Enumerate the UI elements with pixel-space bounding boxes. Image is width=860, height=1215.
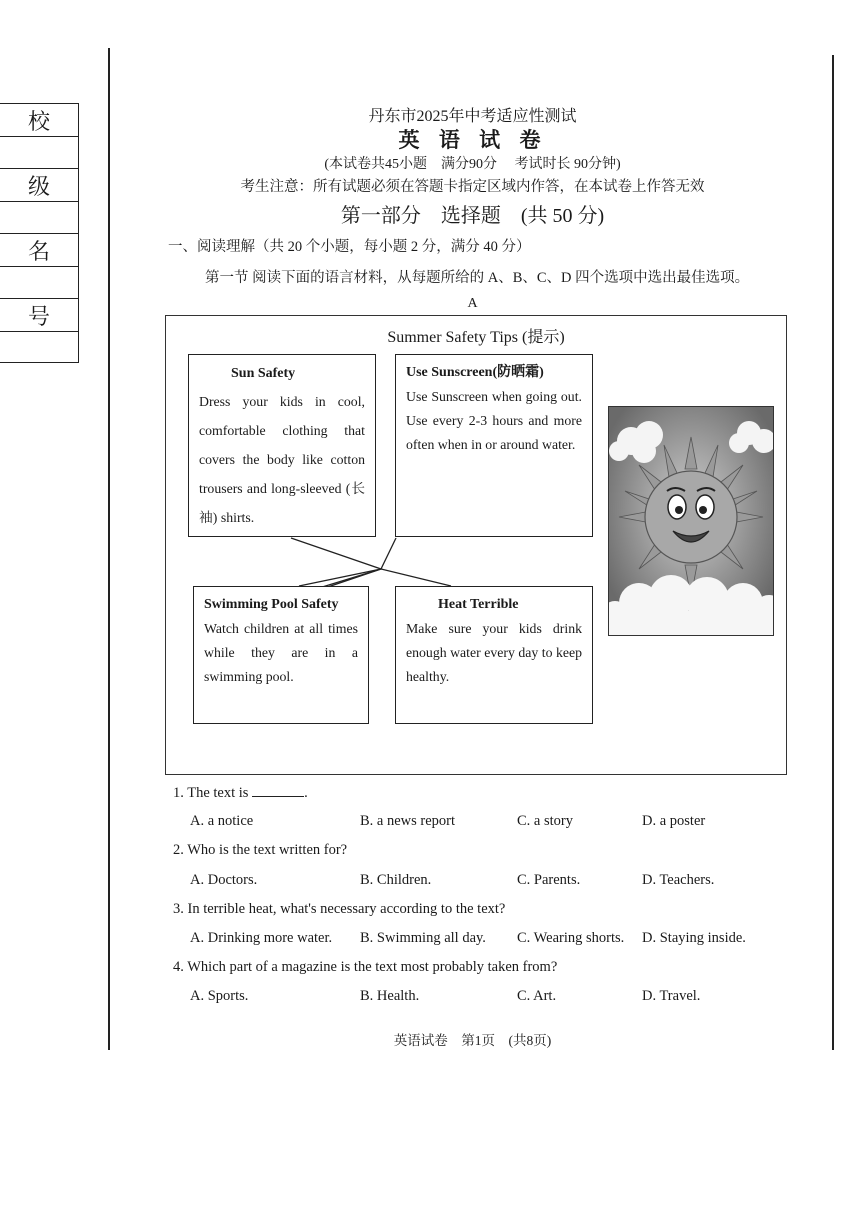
- strip-number: 号: [0, 299, 78, 332]
- exam-notice: 考生注意：所有试题必须在答题卡指定区域内作答，在本试卷上作答无效: [240, 179, 705, 195]
- tip-heading: Sun Safety: [231, 366, 296, 381]
- q2-option-b: B. Children.: [360, 872, 432, 888]
- poster-frame: [165, 315, 787, 775]
- tip-heading: Use Sunscreen(防晒霜): [406, 365, 544, 380]
- q3-option-a: A. Drinking more water.: [190, 930, 333, 946]
- passage-label: A: [467, 296, 478, 311]
- tip-body: Watch children at all times while they are in a swimming pool.: [204, 621, 358, 684]
- tip-heading: Heat Terrible: [438, 597, 519, 612]
- smiling-sun-icon: [608, 406, 774, 636]
- strip-gap: [0, 137, 78, 169]
- strip-name: 名: [0, 234, 78, 267]
- question-4-stem: 4. Which part of a magazine is the text most probably taken from?: [173, 959, 558, 975]
- q4-option-d: D. Travel.: [642, 988, 701, 1004]
- answer-blank: [252, 784, 304, 797]
- q2-option-a: A. Doctors.: [190, 872, 258, 888]
- tip-heading: Swimming Pool Safety: [204, 597, 339, 612]
- section-heading: 一、阅读理解（共 20 个小题，每小题 2 分，满分 40 分）: [168, 239, 531, 255]
- q1-option-b: B. a news report: [360, 813, 456, 829]
- tip-body: Use Sunscreen when going out. Use every 2-3 hours and more often when in or around water.: [406, 389, 582, 452]
- part-heading: 第一部分 选择题 (共 50 分): [340, 205, 605, 227]
- exam-city-title: 丹东市2025年中考适应性测试: [368, 108, 577, 125]
- tip-box-heat: [395, 586, 593, 724]
- q2-option-d: D. Teachers.: [642, 872, 715, 888]
- tip-box-sun-safety: [188, 354, 376, 537]
- question-stem-end: .: [304, 785, 308, 801]
- exam-subject-title: 英 语 试 卷: [398, 128, 547, 152]
- q3-option-c: C. Wearing shorts.: [517, 930, 625, 946]
- poster-title: Summer Safety Tips (提示): [387, 329, 565, 346]
- tip-body: Dress your kids in cool, comfortable clothing that covers the body like cotton trousers and long-sleeved (长袖) shirts.: [199, 394, 365, 525]
- q1-option-c: C. a story: [517, 813, 573, 829]
- strip-gap: [0, 202, 78, 234]
- q3-option-b: B. Swimming all day.: [360, 930, 486, 946]
- question-stem-text: 1. The text is: [173, 785, 253, 801]
- q4-option-c: C. Art.: [517, 988, 557, 1004]
- tip-box-pool-safety: [193, 586, 369, 724]
- strip-gap: [0, 267, 78, 299]
- q4-option-b: B. Health.: [360, 988, 420, 1004]
- strip-school: 校: [0, 104, 78, 137]
- binding-strip: [0, 103, 79, 363]
- q3-option-d: D. Staying inside.: [642, 930, 746, 946]
- q1-option-d: D. a poster: [642, 813, 706, 829]
- question-2-stem: 2. Who is the text written for?: [173, 842, 348, 858]
- tip-box-sunscreen: [395, 354, 593, 537]
- tip-body: Make sure your kids drink enough water every day to keep healthy.: [406, 621, 582, 684]
- question-3-stem: 3. In terrible heat, what's necessary according to the text?: [173, 901, 506, 917]
- q1-option-a: A. a notice: [190, 813, 254, 829]
- exam-info: (本试卷共45小题 满分90分 考试时长 90分钟): [324, 157, 621, 172]
- q2-option-c: C. Parents.: [517, 872, 581, 888]
- question-1-stem: [173, 784, 308, 802]
- section-instruction: 第一节 阅读下面的语言材料，从每题所给的 A、B、C、D 四个选项中选出最佳选项。: [205, 270, 750, 286]
- page-footer: 英语试卷 第1页 (共8页): [393, 1033, 552, 1048]
- strip-class: 级: [0, 169, 78, 202]
- q4-option-a: A. Sports.: [190, 988, 249, 1004]
